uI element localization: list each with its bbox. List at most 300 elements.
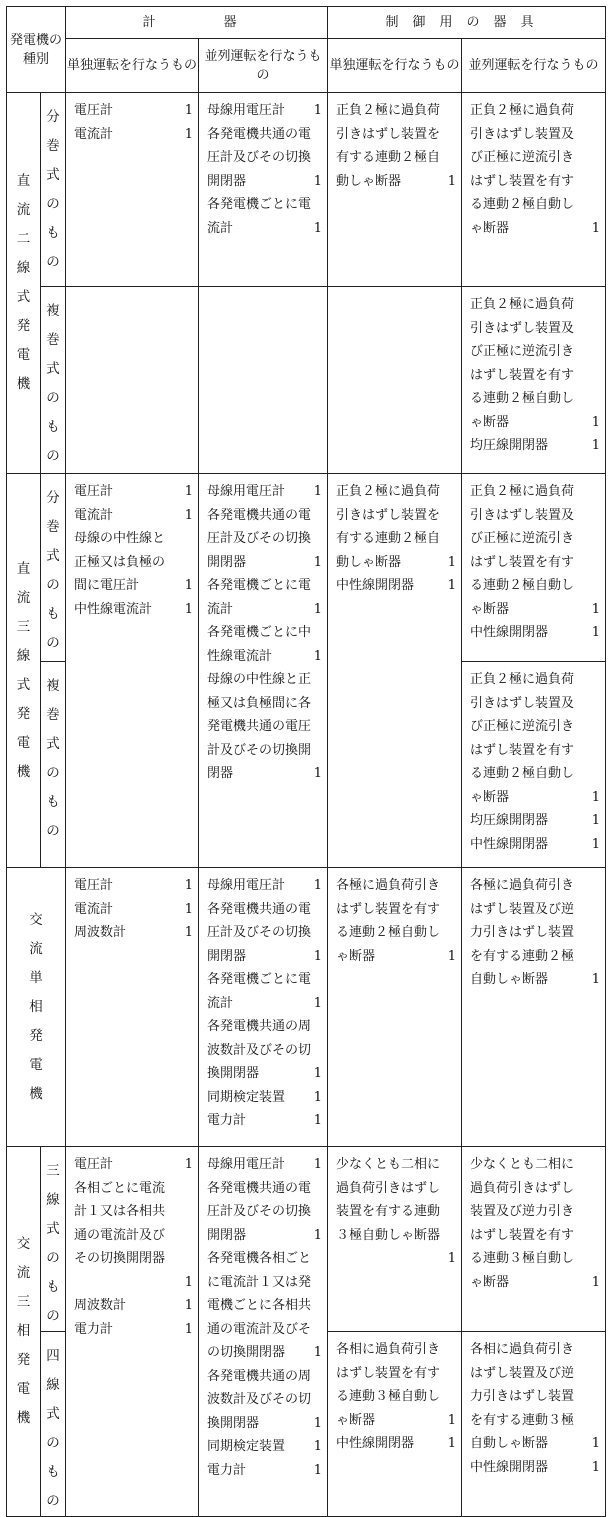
item-text: はずし装置及び逆 — [470, 901, 575, 917]
item-line — [336, 898, 456, 922]
dc3-meters-parallel — [199, 474, 328, 868]
item-text: はずし装置を有す — [336, 1365, 441, 1381]
item-line — [207, 898, 322, 922]
item-quantity: 1 — [591, 789, 601, 805]
item-line — [207, 992, 322, 1016]
ac3-meters-parallel — [199, 1147, 328, 1517]
item-text: 引きはずし装置及 — [470, 695, 575, 711]
item-line — [207, 1247, 322, 1271]
item-line — [207, 874, 322, 898]
item-line — [336, 123, 456, 147]
item-text: 引きはずし装置を — [336, 126, 441, 142]
item-text: 装置及び逆力引き — [470, 1204, 575, 1219]
item-text: 性線電流計 — [207, 648, 273, 664]
item-text: 装置を有する連動 — [336, 1204, 441, 1219]
item-line — [470, 434, 600, 458]
item-line — [207, 921, 322, 945]
item-line — [336, 1247, 456, 1271]
item-line — [207, 146, 322, 170]
item-text: 閉器 — [207, 766, 234, 781]
dc2-shunt-ctrl-parallel — [462, 93, 606, 287]
item-quantity: 1 — [184, 103, 194, 118]
item-text: 過負荷引きはずし — [336, 1180, 441, 1196]
generator-type-label: 発電機の種別 — [10, 32, 63, 67]
item-text: はずし装置を有す — [470, 554, 575, 570]
item-text: 力引きはずし装置 — [470, 925, 575, 940]
item-text: 各発電機ごとに電 — [207, 972, 312, 987]
item-line — [207, 1039, 322, 1063]
item-text: 中性線開閉器 — [470, 836, 549, 852]
dc2-shunt-meters-solo — [66, 93, 199, 287]
dc2-group-label — [7, 93, 41, 474]
item-line — [470, 692, 600, 716]
item-text: 電力計 — [207, 1462, 247, 1478]
item-text: び正極に逆流引き — [470, 719, 575, 734]
dc3-shunt-label — [41, 474, 66, 662]
item-line — [470, 668, 600, 692]
item-text: 少なくとも二相に — [470, 1157, 575, 1172]
dc2-shunt-label-text: 分巻式のもの — [46, 109, 60, 270]
item-text: 均圧線開閉器 — [470, 438, 549, 453]
item-quantity: 1 — [447, 1436, 457, 1451]
equipment-table — [6, 6, 606, 1517]
item-line — [470, 1432, 600, 1456]
meters-solo-header: 単独運転を行なうもの — [66, 39, 199, 93]
item-text: 通の電流計及びそ — [207, 1321, 312, 1337]
item-quantity: 1 — [313, 220, 323, 236]
item-line — [470, 833, 600, 857]
item-line — [336, 574, 456, 598]
item-line — [470, 1177, 600, 1201]
item-text: はずし装置を有す — [336, 901, 441, 917]
ac1-ctrl-solo — [328, 868, 462, 1147]
item-quantity: 1 — [313, 648, 323, 664]
item-line — [470, 1153, 600, 1177]
item-quantity: 1 — [591, 625, 601, 640]
item-line — [470, 1247, 600, 1271]
item-quantity: 1 — [591, 1459, 601, 1475]
item-text: 極又は負極間に各 — [207, 695, 312, 711]
ac3-four-wire-ctrl-solo — [328, 1332, 462, 1517]
item-text: 各発電機共通の電 — [207, 901, 312, 917]
item-text: 動しゃ断器 — [336, 173, 402, 189]
item-text: 各発電機ごとに電 — [207, 578, 312, 593]
ac3-three-wire-label-text: 三線式のもの — [46, 1163, 60, 1324]
item-line — [207, 1015, 322, 1039]
item-text: 自動しゃ断器 — [470, 1436, 549, 1451]
item-text: 各発電機共通の電 — [207, 507, 312, 523]
item-text: 圧計及びその切換 — [207, 925, 312, 940]
item-quantity: 1 — [591, 220, 601, 236]
ac3-four-wire-label — [41, 1332, 66, 1517]
item-text: その切換開閉器 — [74, 1251, 166, 1266]
ac3-three-wire-label — [41, 1147, 66, 1332]
item-text: 波数計及びその切 — [207, 1392, 312, 1407]
item-line — [470, 1271, 600, 1295]
item-text: 圧計及びその切換 — [207, 531, 312, 546]
item-line — [207, 1435, 322, 1459]
item-text: る連動２極自動し — [470, 766, 575, 781]
item-text: る連動２極自動し — [336, 925, 441, 940]
item-line — [470, 170, 600, 194]
item-line — [207, 1341, 322, 1365]
item-line — [207, 692, 322, 716]
item-quantity: 1 — [184, 578, 194, 593]
item-line — [470, 504, 600, 528]
item-text: 母線の中性線と正 — [207, 672, 312, 687]
item-text: はずし装置を有す — [470, 367, 575, 383]
item-text: 換開閉器 — [207, 1066, 260, 1081]
generator-type-header — [7, 7, 66, 93]
item-quantity: 1 — [591, 813, 601, 828]
item-line — [336, 874, 456, 898]
item-quantity: 1 — [313, 1066, 323, 1081]
item-text: ゃ断器 — [336, 948, 376, 964]
item-line — [470, 898, 600, 922]
item-text: 各発電機共通の電 — [207, 1180, 312, 1196]
item-text: る連動３極自動し — [336, 1389, 441, 1404]
item-text: 少なくとも二相に — [336, 1157, 441, 1172]
item-text: 電流計 — [74, 126, 114, 142]
item-line — [74, 574, 193, 598]
item-line — [336, 921, 456, 945]
item-line — [470, 411, 600, 435]
item-line — [207, 1109, 322, 1133]
item-text: 各相に過負荷引き — [336, 1342, 441, 1357]
item-text: 開閉器 — [207, 948, 247, 964]
ac3-three-wire-ctrl-parallel — [462, 1147, 606, 1332]
item-quantity: 1 — [184, 878, 194, 893]
item-text: はずし装置を有す — [470, 173, 575, 189]
item-text: び正極に逆流引き — [470, 150, 575, 165]
item-line — [336, 1153, 456, 1177]
item-quantity: 1 — [447, 173, 457, 189]
item-line — [74, 598, 193, 622]
item-line — [207, 1177, 322, 1201]
item-text: 正負２極に過負荷 — [470, 297, 575, 312]
item-line — [336, 551, 456, 575]
item-quantity: 1 — [313, 1462, 323, 1478]
item-quantity: 1 — [313, 1227, 323, 1243]
dc2-label-text: 直流二線式発電機 — [16, 173, 31, 392]
controls-header: 制御用の器具 — [328, 7, 606, 39]
item-quantity: 1 — [184, 1298, 194, 1313]
item-quantity: 1 — [591, 414, 601, 430]
item-quantity: 1 — [591, 601, 601, 617]
item-line — [74, 1294, 193, 1318]
item-text: 中性線開閉器 — [336, 578, 415, 593]
item-quantity: 1 — [313, 948, 323, 964]
item-quantity: 1 — [184, 925, 194, 940]
item-line — [470, 786, 600, 810]
item-quantity: 1 — [591, 1436, 601, 1451]
item-text: 開閉器 — [207, 1227, 247, 1243]
ac3-meters-solo — [66, 1147, 199, 1517]
item-line — [470, 1456, 600, 1480]
item-text: ３極自動しゃ断器 — [336, 1227, 441, 1243]
item-text: 各相に過負荷引き — [470, 1342, 575, 1357]
ac3-three-wire-ctrl-solo — [328, 1147, 462, 1332]
item-line — [207, 99, 322, 123]
item-line — [207, 170, 322, 194]
item-quantity: 1 — [313, 1439, 323, 1454]
item-line — [207, 668, 322, 692]
item-text: 正負２極に過負荷 — [336, 103, 441, 118]
item-line — [207, 945, 322, 969]
item-line — [207, 645, 322, 669]
item-quantity: 1 — [313, 554, 323, 570]
item-quantity: 1 — [313, 173, 323, 189]
item-line — [207, 1412, 322, 1436]
item-text: 母線用電圧計 — [207, 103, 286, 118]
item-text: 通の電流計及び — [74, 1227, 166, 1243]
item-text: 各極に過負荷引き — [470, 878, 575, 893]
controls-parallel-header: 並列運転を行なうもの — [462, 39, 606, 93]
item-text: 各発電機各相ごと — [207, 1251, 312, 1266]
item-line — [207, 1062, 322, 1086]
item-text: 自動しゃ断器 — [470, 972, 549, 987]
item-text: 流計 — [207, 220, 234, 236]
item-quantity: 1 — [313, 103, 323, 118]
item-text: 引きはずし装置及 — [470, 320, 575, 336]
item-text: 各発電機ごとに電 — [207, 197, 312, 212]
item-text: 各発電機共通の電 — [207, 126, 312, 142]
item-text: 各極に過負荷引き — [336, 878, 441, 893]
dc3-group-label — [7, 474, 41, 868]
item-quantity: 1 — [313, 601, 323, 617]
dc2-shunt-label — [41, 93, 66, 287]
item-line — [207, 193, 322, 217]
item-text: ゃ断器 — [470, 220, 510, 236]
item-text: 流計 — [207, 601, 234, 617]
item-line — [470, 293, 600, 317]
dc2-shunt-meters-parallel — [199, 93, 328, 287]
item-text: び正極に逆流引き — [470, 531, 575, 546]
item-text: 電圧計 — [74, 1157, 114, 1172]
item-line — [74, 504, 193, 528]
item-line — [470, 945, 600, 969]
item-line — [207, 1271, 322, 1295]
item-quantity: 1 — [591, 972, 601, 987]
item-text: はずし装置を有す — [470, 1227, 575, 1243]
item-text: 力引きはずし装置 — [470, 1389, 575, 1404]
dc2-compound-label-text: 複巻式のもの — [46, 303, 60, 464]
item-line — [470, 968, 600, 992]
item-quantity: 1 — [184, 901, 194, 917]
item-line — [470, 99, 600, 123]
item-text: 間に電圧計 — [74, 578, 140, 593]
item-line — [74, 99, 193, 123]
item-line — [336, 1338, 456, 1362]
item-text: 圧計及びその切換 — [207, 150, 312, 165]
item-text: はずし装置及び逆 — [470, 1365, 575, 1381]
item-line — [336, 945, 456, 969]
item-text: 圧計及びその切換 — [207, 1204, 312, 1219]
item-text: 正負２極に過負荷 — [470, 672, 575, 687]
item-text: 電力計 — [207, 1113, 247, 1128]
item-text: 母線用電圧計 — [207, 484, 286, 499]
item-line — [207, 1388, 322, 1412]
item-text: 均圧線開閉器 — [470, 813, 549, 828]
item-text: に電流計１又は発 — [207, 1274, 312, 1290]
item-quantity: 1 — [313, 766, 323, 781]
item-line — [207, 1200, 322, 1224]
item-text: ゃ断器 — [470, 414, 510, 430]
dc2-compound-meters-solo — [66, 287, 199, 474]
item-quantity: 1 — [447, 948, 457, 964]
item-text: 過負荷引きはずし — [470, 1180, 575, 1196]
item-line — [74, 1318, 193, 1342]
item-line — [207, 598, 322, 622]
item-text: 中性線開閉器 — [470, 1459, 549, 1475]
item-line — [207, 123, 322, 147]
item-quantity: 1 — [447, 1412, 457, 1428]
item-line — [336, 99, 456, 123]
item-text: 各相ごとに電流 — [74, 1180, 166, 1196]
ac3-four-wire-label-text: 四線式のもの — [46, 1348, 60, 1509]
item-text: 動しゃ断器 — [336, 554, 402, 570]
item-line — [336, 1409, 456, 1433]
item-line — [470, 1338, 600, 1362]
item-text: る連動３極自動し — [470, 1251, 575, 1266]
item-text: はずし装置を有す — [470, 742, 575, 758]
item-text: 中性線開閉器 — [336, 1436, 415, 1451]
item-line — [207, 715, 322, 739]
item-text: 電力計 — [74, 1321, 114, 1337]
item-text: 正負２極に過負荷 — [336, 484, 441, 499]
ac1-meters-parallel — [199, 868, 328, 1147]
item-line — [470, 217, 600, 241]
item-text: 有する連動２極自 — [336, 531, 441, 546]
item-text: る連動２極自動し — [470, 391, 575, 406]
item-line — [470, 193, 600, 217]
item-quantity: 1 — [313, 1157, 323, 1172]
item-text: 正負２極に過負荷 — [470, 484, 575, 499]
item-quantity: 1 — [591, 836, 601, 852]
item-line — [470, 317, 600, 341]
item-text: ゃ断器 — [470, 601, 510, 617]
item-text: 正負２極に過負荷 — [470, 103, 575, 118]
item-line — [74, 1153, 193, 1177]
item-text: 電流計 — [74, 507, 114, 523]
dc3-compound-label-text: 複巻式のもの — [46, 678, 60, 839]
item-text: 各発電機共通の周 — [207, 1368, 312, 1384]
ac1-ctrl-parallel — [462, 868, 606, 1147]
item-text: を有する連動２極 — [470, 948, 575, 964]
dc3-label-text: 直流三線式発電機 — [16, 560, 31, 780]
item-line — [336, 527, 456, 551]
item-line — [470, 598, 600, 622]
item-text: る連動２極自動し — [470, 197, 575, 212]
item-text: ゃ断器 — [336, 1412, 376, 1428]
item-line — [470, 874, 600, 898]
item-line — [336, 504, 456, 528]
item-line — [74, 1200, 193, 1224]
item-line — [470, 762, 600, 786]
item-line — [336, 1224, 456, 1248]
item-line — [336, 1385, 456, 1409]
item-quantity: 1 — [447, 1251, 457, 1266]
item-line — [74, 921, 193, 945]
item-line — [207, 217, 322, 241]
item-text: 周波数計 — [74, 1298, 127, 1313]
item-line — [336, 1432, 456, 1456]
item-line — [470, 1362, 600, 1386]
dc3-compound-label — [41, 662, 66, 868]
item-line — [74, 898, 193, 922]
ac3-label-text: 交流三相発電機 — [16, 1236, 31, 1426]
dc2-compound-label — [41, 287, 66, 474]
controls-solo-header: 単独運転を行なうもの — [328, 39, 462, 93]
item-quantity: 1 — [313, 878, 323, 893]
item-line — [336, 480, 456, 504]
item-quantity: 1 — [184, 1274, 194, 1290]
item-line — [470, 387, 600, 411]
item-text: 中性線電流計 — [74, 601, 153, 617]
item-line — [470, 123, 600, 147]
item-line — [470, 527, 600, 551]
item-quantity: 1 — [184, 601, 194, 617]
meters-parallel-header: 並列運転を行なうもの — [199, 39, 328, 93]
item-text: 発電機共通の電圧 — [207, 719, 312, 734]
item-line — [207, 968, 322, 992]
item-line — [336, 1200, 456, 1224]
dc3-shunt-ctrl-parallel — [462, 474, 606, 662]
item-line — [207, 1153, 322, 1177]
item-text: 母線用電圧計 — [207, 1157, 286, 1172]
item-line — [336, 170, 456, 194]
item-line — [207, 762, 322, 786]
item-quantity: 1 — [313, 1345, 323, 1360]
item-quantity: 1 — [591, 438, 601, 453]
item-line — [207, 621, 322, 645]
item-line — [470, 1224, 600, 1248]
item-line — [470, 1200, 600, 1224]
item-line — [207, 551, 322, 575]
item-text: 電機ごとに各相共 — [207, 1298, 312, 1313]
item-text: 電圧計 — [74, 878, 114, 893]
item-quantity: 1 — [591, 1274, 601, 1290]
item-line — [207, 1365, 322, 1389]
item-text: 電流計 — [74, 901, 114, 917]
item-text: ゃ断器 — [470, 789, 510, 805]
item-text: 有する連動２極自 — [336, 150, 441, 165]
item-line — [74, 874, 193, 898]
item-line — [207, 504, 322, 528]
item-text: 引きはずし装置及 — [470, 507, 575, 523]
dc2-compound-ctrl-parallel — [462, 287, 606, 474]
item-line — [470, 809, 600, 833]
item-quantity: 1 — [184, 1157, 194, 1172]
item-line — [207, 1086, 322, 1110]
item-line — [470, 1385, 600, 1409]
item-line — [207, 739, 322, 763]
item-quantity: 1 — [313, 484, 323, 499]
item-quantity: 1 — [313, 1113, 323, 1128]
item-text: 電圧計 — [74, 484, 114, 499]
item-quantity: 1 — [313, 1089, 323, 1105]
item-text: 換開閉器 — [207, 1415, 260, 1431]
item-text: び正極に逆流引き — [470, 344, 575, 359]
ac1-label-text: 交流単相発電機 — [29, 911, 43, 1102]
item-line — [336, 146, 456, 170]
item-line — [74, 1224, 193, 1248]
item-text: 中性線開閉器 — [470, 625, 549, 640]
ac1-meters-solo — [66, 868, 199, 1147]
dc3-meters-solo — [66, 474, 199, 868]
dc3-ctrl-solo — [328, 474, 462, 868]
item-line — [470, 1409, 600, 1433]
